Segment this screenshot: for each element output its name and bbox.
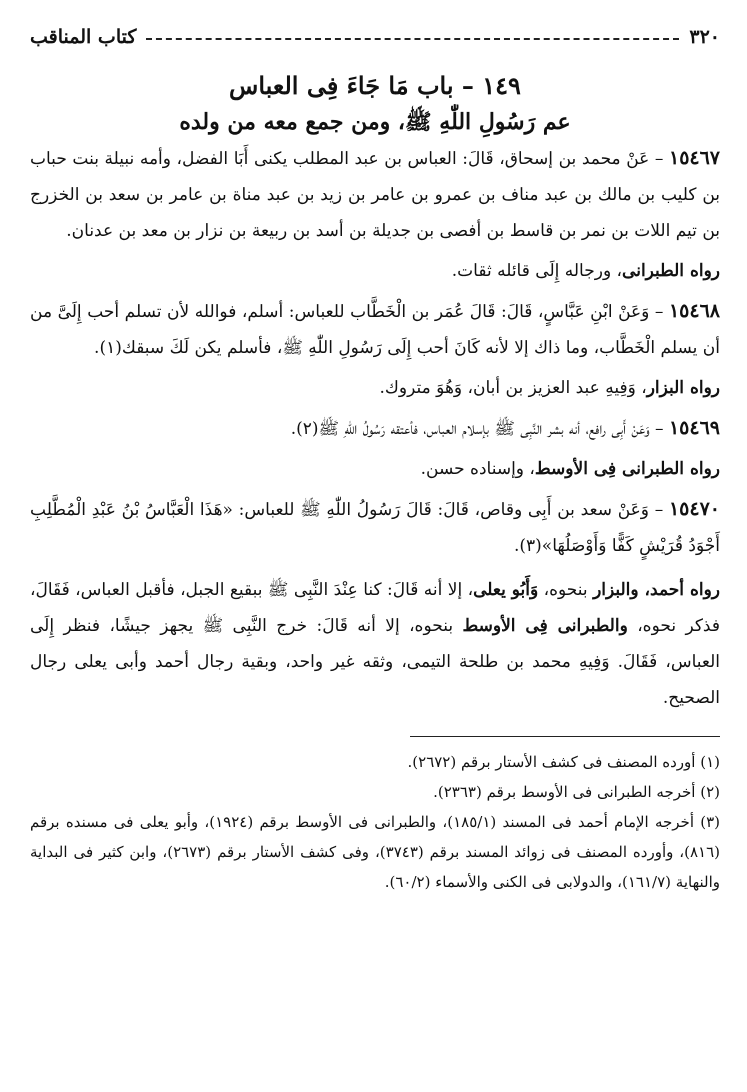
footnote-3: (٣) أخرجه الإمام أحمد فى المسند (١٨٥/١)، والطبرانى فى الأوسط برقم (١٩٢٤)، وأبو يعلى فى مسنده برقم (٨١٦)، وأورده المصنف فى زوائد المسند برقم (٣٧٤٣)، وفى كشف الأستار برقم (٢٦٧٣)، وابن كثير فى البداية والنهاية (١٦١/٧)، والدولابى فى الكنى والأسماء (٦٠/٢). xyxy=(30,813,721,891)
hadith-source-extended xyxy=(30,572,720,716)
source-narrator: رواه أحمد، والبزار xyxy=(593,580,720,600)
hadith-source xyxy=(30,451,720,487)
hadith-text: – وَعَنْ سعد بن أَبِى وقاص، قَالَ: قَالَ رَسُولُ اللّٰهِ ﷺ للعباس: «هَذَا الْعَبَّاسُ بْنُ عَبْدِ الْمُطَّلِبِ أَجْوَدُ قُرَيْشٍ كَفًّا وَأَوْصَلُهَا»(٣). xyxy=(30,500,720,556)
hadith-15469 xyxy=(30,410,720,447)
footnote-1: (١) أورده المصنف فى كشف الأستار برقم (٢٦٧٢). xyxy=(407,753,720,771)
page-header xyxy=(30,22,720,52)
hadith-source xyxy=(30,253,720,289)
footnote-2: (٢) أخرجه الطبرانى فى الأوسط برقم (٢٣٦٣). xyxy=(433,783,720,801)
source-grading: ، وإسناده حسن. xyxy=(420,459,535,479)
header-dashed-rule xyxy=(146,38,679,40)
footnotes xyxy=(30,747,720,897)
footnote-separator xyxy=(410,736,720,737)
hadith-number: ١٥٤٦٩ xyxy=(668,417,720,439)
spacer xyxy=(30,564,720,572)
source-grading: ، وَفِيهِ عبد العزيز بن أبان، وَهُوَ متروك. xyxy=(379,378,647,398)
hadith-15467 xyxy=(30,140,720,249)
hadith-number: ١٥٤٦٧ xyxy=(668,147,721,169)
hadith-number: ١٥٤٧٠ xyxy=(668,498,720,520)
chapter-title: ١٤٩ – باب مَا جَاءَ فِى العباس xyxy=(229,71,521,100)
page-number: ٣٢٠ xyxy=(689,26,720,48)
hadith-15470 xyxy=(30,491,720,564)
source-text: بنحوه، xyxy=(538,580,594,600)
hadith-text: – وَعَنْ ابْنِ عَبَّاسٍ، قَالَ: قَالَ عُمَر بن الْخَطَّاب للعباس: أسلم، فوالله لأن تسلم أحب إِلَىَّ من أن يسلم الْخَطَّاب، وما ذاك إلا لأنه كَانَ أحب إِلَى رَسُولِ اللّٰهِ ﷺ، فأسلم يكن لَكَ سبقك(١). xyxy=(30,302,720,358)
book-title: كتاب المناقب xyxy=(30,26,137,48)
source-grading: ، ورجاله إِلَى قائله ثقات. xyxy=(451,261,623,281)
source-narrator: رواه الطبرانى xyxy=(622,261,720,281)
source-text: ، إلا أنه قَالَ: كنا عِنْدَ النَّبِى ﷺ ببقيع الجبل، فأقبل العباس، فَقَالَ، فذكر نحوه، xyxy=(30,580,720,636)
hadith-text: – وَعَنْ أَبِى رافع، أنه بشر النَّبِى ﷺ بإسلام العباس، فأعتقه رَسُولُ اللّٰهِ ﷺ(٢). xyxy=(290,419,664,439)
hadith-text: – عَنْ محمد بن إسحاق، قَالَ: العباس بن عبد المطلب يكنى أَبَا الفضل، وأمه نبيلة بنت حباب بن كليب بن مالك بن عبد مناف بن عمرو بن عامر بن زيد بن عبد مناة بن عامر بن سعد بن الخزرج بن تيم اللات بن نمر بن قاسط بن أفصى بن جديلة بن أسد بن ربيعة بن نزار بن معد بن عدنان. xyxy=(30,149,720,241)
chapter-subtitle: عم رَسُولِ اللّٰهِ ﷺ، ومن جمع معه من ولده xyxy=(179,109,571,135)
source-narrator: رواه البزار xyxy=(646,378,720,398)
book-page xyxy=(30,22,720,897)
hadith-15468 xyxy=(30,293,720,366)
hadith-source xyxy=(30,370,720,406)
source-narrator: رواه الطبرانى فِى الأوسط xyxy=(534,459,720,479)
source-text: بنحوه، إلا أنه قَالَ: خرج النَّبِى ﷺ يجهز جيشًا، فنظر إِلَى العباس، فَقَالَ. وَفِيهِ محمد بن طلحة التيمى، وثقه غير واحد، وبقية رجال أحمد وأبى يعلى رجال الصحيح. xyxy=(30,616,720,708)
source-narrator: وَأَبُو يعلى xyxy=(473,580,539,600)
source-narrator: والطبرانى فِى الأوسط xyxy=(462,616,628,636)
hadith-number: ١٥٤٦٨ xyxy=(668,300,720,322)
